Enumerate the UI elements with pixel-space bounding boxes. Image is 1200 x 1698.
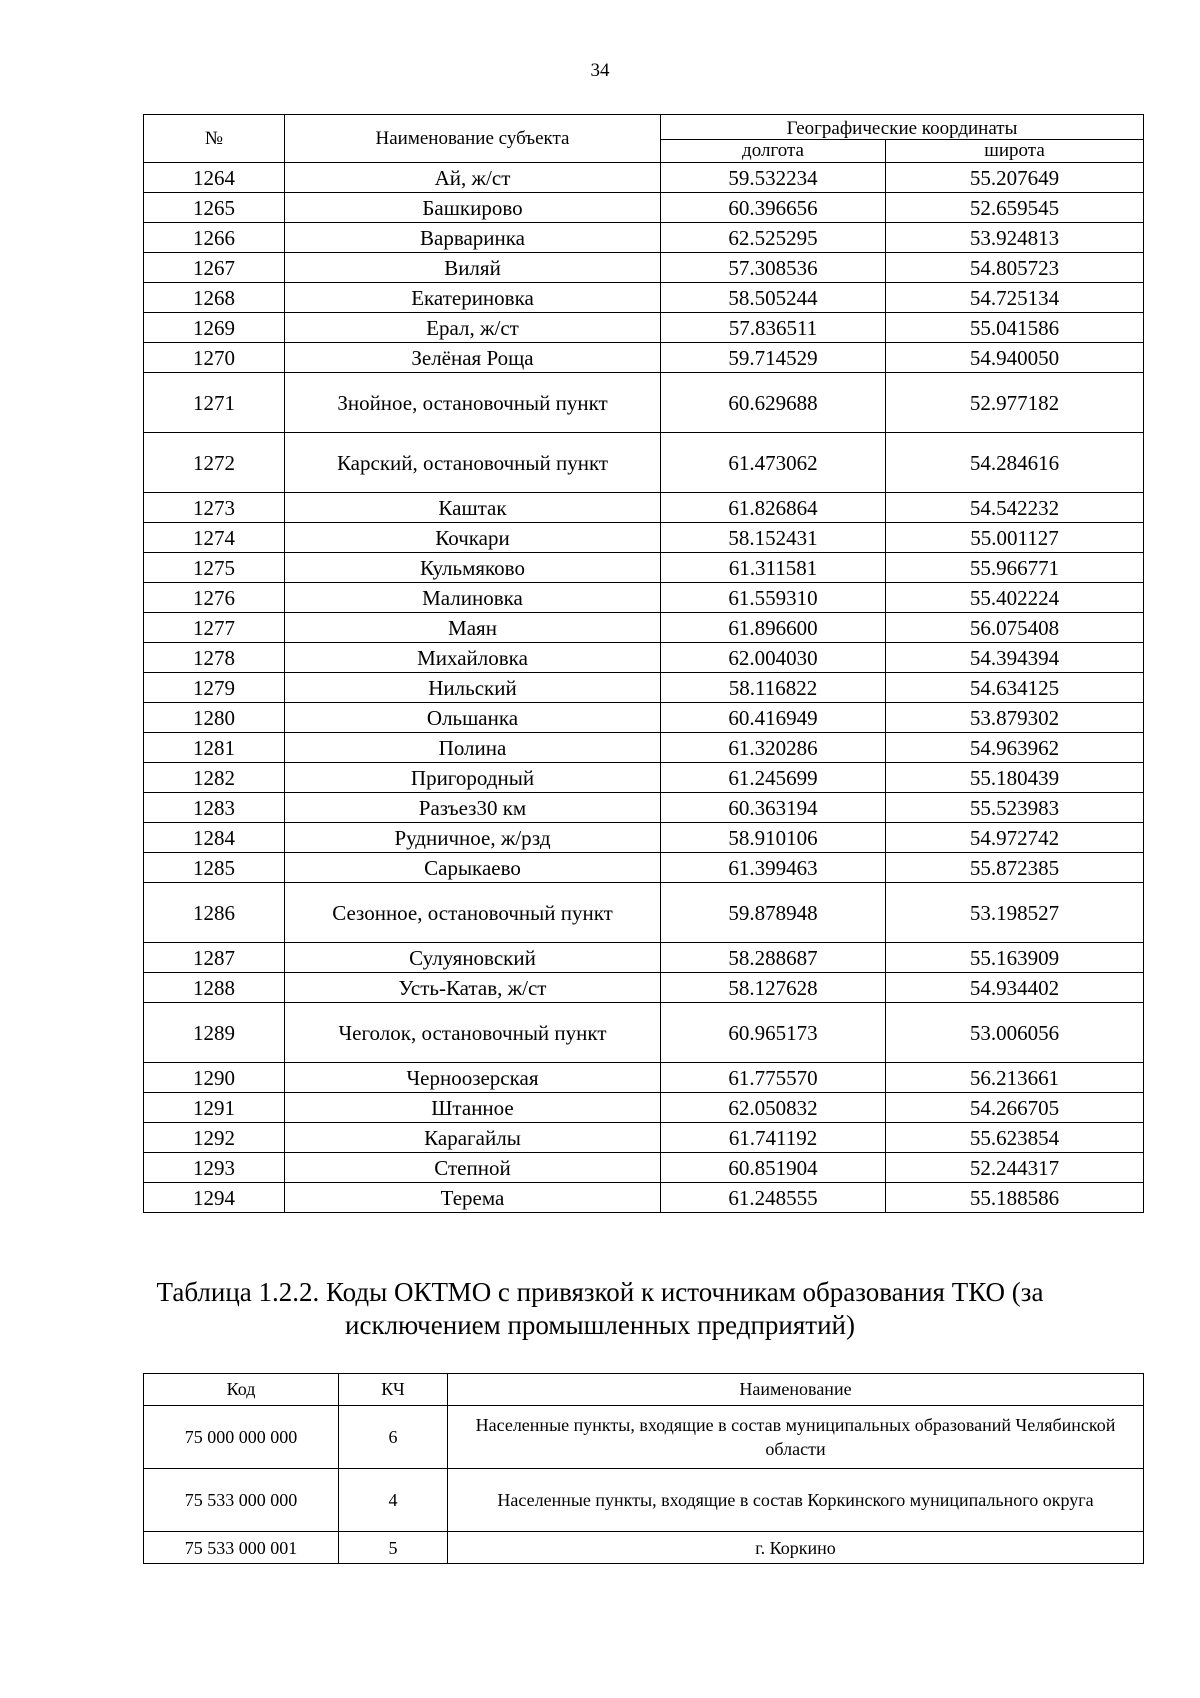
longitude-cell: 61.826864 xyxy=(661,493,886,523)
row-number-cell: 1293 xyxy=(144,1153,285,1183)
latitude-cell: 55.001127 xyxy=(886,523,1144,553)
table-row xyxy=(144,1532,1144,1564)
kch-cell: 6 xyxy=(339,1406,448,1469)
table-row xyxy=(144,343,1144,373)
table-row xyxy=(144,643,1144,673)
table-row xyxy=(144,793,1144,823)
subject-name-cell: Сарыкаево xyxy=(285,853,661,883)
row-number-cell: 1270 xyxy=(144,343,285,373)
table-row xyxy=(144,223,1144,253)
longitude-cell: 62.050832 xyxy=(661,1093,886,1123)
longitude-cell: 61.399463 xyxy=(661,853,886,883)
oktmo-code-cell: 75 000 000 000 xyxy=(144,1406,339,1469)
subject-name-cell: Ерал, ж/ст xyxy=(285,313,661,343)
subject-name-cell: Каштак xyxy=(285,493,661,523)
row-number-cell: 1279 xyxy=(144,673,285,703)
row-number-cell: 1289 xyxy=(144,1003,285,1063)
longitude-cell: 58.288687 xyxy=(661,943,886,973)
header-geo-coordinates: Географические координаты xyxy=(661,115,1144,140)
latitude-cell: 53.198527 xyxy=(886,883,1144,943)
row-number-cell: 1274 xyxy=(144,523,285,553)
subject-name-cell: Терема xyxy=(285,1183,661,1213)
oktmo-name-cell: г. Коркино xyxy=(448,1532,1144,1564)
row-number-cell: 1292 xyxy=(144,1123,285,1153)
latitude-cell: 55.523983 xyxy=(886,793,1144,823)
table-row xyxy=(144,493,1144,523)
row-number-cell: 1290 xyxy=(144,1063,285,1093)
longitude-cell: 59.878948 xyxy=(661,883,886,943)
table-row xyxy=(144,523,1144,553)
longitude-cell: 60.416949 xyxy=(661,703,886,733)
longitude-cell: 58.127628 xyxy=(661,973,886,1003)
row-number-cell: 1288 xyxy=(144,973,285,1003)
subject-name-cell: Черноозерская xyxy=(285,1063,661,1093)
row-number-cell: 1291 xyxy=(144,1093,285,1123)
longitude-cell: 58.505244 xyxy=(661,283,886,313)
subject-name-cell: Ольшанка xyxy=(285,703,661,733)
subject-name-cell: Малиновка xyxy=(285,583,661,613)
longitude-cell: 57.308536 xyxy=(661,253,886,283)
longitude-cell: 61.559310 xyxy=(661,583,886,613)
row-number-cell: 1294 xyxy=(144,1183,285,1213)
subject-name-cell: Кочкари xyxy=(285,523,661,553)
table-row xyxy=(144,373,1144,433)
latitude-cell: 55.188586 xyxy=(886,1183,1144,1213)
table-row xyxy=(144,763,1144,793)
table-row xyxy=(144,1063,1144,1093)
subject-name-cell: Екатериновка xyxy=(285,283,661,313)
row-number-cell: 1269 xyxy=(144,313,285,343)
row-number-cell: 1265 xyxy=(144,193,285,223)
table-row xyxy=(144,1003,1144,1063)
latitude-cell: 54.934402 xyxy=(886,973,1144,1003)
latitude-cell: 52.659545 xyxy=(886,193,1144,223)
coordinates-table xyxy=(143,114,1144,1213)
table-row xyxy=(144,823,1144,853)
subject-name-cell: Михайловка xyxy=(285,643,661,673)
row-number-cell: 1268 xyxy=(144,283,285,313)
latitude-cell: 54.963962 xyxy=(886,733,1144,763)
longitude-cell: 60.363194 xyxy=(661,793,886,823)
table-caption xyxy=(0,1276,1200,1342)
table-row xyxy=(144,433,1144,493)
row-number-cell: 1271 xyxy=(144,373,285,433)
subject-name-cell: Усть-Катав, ж/ст xyxy=(285,973,661,1003)
table-row xyxy=(144,283,1144,313)
latitude-cell: 55.402224 xyxy=(886,583,1144,613)
page-number: 34 xyxy=(590,60,610,81)
longitude-cell: 60.965173 xyxy=(661,1003,886,1063)
table-row xyxy=(144,613,1144,643)
row-number-cell: 1275 xyxy=(144,553,285,583)
table-row xyxy=(144,253,1144,283)
latitude-cell: 55.207649 xyxy=(886,163,1144,193)
latitude-cell: 54.972742 xyxy=(886,823,1144,853)
table-caption-line2: исключением промышленных предприятий) xyxy=(345,1310,855,1340)
oktmo-name-cell: Населенные пункты, входящие в состав муниципальных образований Челябинской области xyxy=(448,1406,1144,1469)
longitude-cell: 61.311581 xyxy=(661,553,886,583)
latitude-cell: 56.213661 xyxy=(886,1063,1144,1093)
header-code: Код xyxy=(144,1374,339,1406)
table-row xyxy=(144,163,1144,193)
latitude-cell: 52.244317 xyxy=(886,1153,1144,1183)
table-row xyxy=(144,673,1144,703)
longitude-cell: 61.896600 xyxy=(661,613,886,643)
row-number-cell: 1278 xyxy=(144,643,285,673)
subject-name-cell: Ай, ж/ст xyxy=(285,163,661,193)
oktmo-code-cell: 75 533 000 001 xyxy=(144,1532,339,1564)
subject-name-cell: Сулуяновский xyxy=(285,943,661,973)
subject-name-cell: Полина xyxy=(285,733,661,763)
subject-name-cell: Знойное, остановочный пункт xyxy=(285,373,661,433)
row-number-cell: 1267 xyxy=(144,253,285,283)
row-number-cell: 1281 xyxy=(144,733,285,763)
kch-cell: 5 xyxy=(339,1532,448,1564)
row-number-cell: 1272 xyxy=(144,433,285,493)
row-number-cell: 1282 xyxy=(144,763,285,793)
subject-name-cell: Сезонное, остановочный пункт xyxy=(285,883,661,943)
table-caption-line1: Таблица 1.2.2. Коды ОКТМО с привязкой к источникам образования ТКО (за xyxy=(156,1277,1044,1307)
table-row xyxy=(144,313,1144,343)
row-number-cell: 1286 xyxy=(144,883,285,943)
row-number-cell: 1280 xyxy=(144,703,285,733)
row-number-cell: 1284 xyxy=(144,823,285,853)
latitude-cell: 53.879302 xyxy=(886,703,1144,733)
longitude-cell: 61.320286 xyxy=(661,733,886,763)
longitude-cell: 58.116822 xyxy=(661,673,886,703)
subject-name-cell: Карагайлы xyxy=(285,1123,661,1153)
table-row xyxy=(144,1093,1144,1123)
oktmo-codes-table xyxy=(143,1373,1144,1564)
latitude-cell: 54.725134 xyxy=(886,283,1144,313)
header-name: Наименование xyxy=(448,1374,1144,1406)
longitude-cell: 61.775570 xyxy=(661,1063,886,1093)
longitude-cell: 61.248555 xyxy=(661,1183,886,1213)
latitude-cell: 54.542232 xyxy=(886,493,1144,523)
latitude-cell: 55.180439 xyxy=(886,763,1144,793)
longitude-cell: 58.910106 xyxy=(661,823,886,853)
longitude-cell: 61.741192 xyxy=(661,1123,886,1153)
latitude-cell: 55.163909 xyxy=(886,943,1144,973)
table-row xyxy=(144,883,1144,943)
oktmo-code-cell: 75 533 000 000 xyxy=(144,1469,339,1532)
table-row xyxy=(144,853,1144,883)
row-number-cell: 1283 xyxy=(144,793,285,823)
row-number-cell: 1276 xyxy=(144,583,285,613)
longitude-cell: 60.396656 xyxy=(661,193,886,223)
longitude-cell: 62.004030 xyxy=(661,643,886,673)
longitude-cell: 59.532234 xyxy=(661,163,886,193)
header-longitude: долгота xyxy=(661,140,886,163)
kch-cell: 4 xyxy=(339,1469,448,1532)
subject-name-cell: Кульмяково xyxy=(285,553,661,583)
longitude-cell: 59.714529 xyxy=(661,343,886,373)
subject-name-cell: Пригородный xyxy=(285,763,661,793)
subject-name-cell: Виляй xyxy=(285,253,661,283)
header-kch: КЧ xyxy=(339,1374,448,1406)
oktmo-name-cell: Населенные пункты, входящие в состав Коркинского муниципального округа xyxy=(448,1469,1144,1532)
subject-name-cell: Варваринка xyxy=(285,223,661,253)
table-row xyxy=(144,193,1144,223)
row-number-cell: 1285 xyxy=(144,853,285,883)
latitude-cell: 53.006056 xyxy=(886,1003,1144,1063)
table-row xyxy=(144,1153,1144,1183)
subject-name-cell: Нильский xyxy=(285,673,661,703)
subject-name-cell: Маян xyxy=(285,613,661,643)
longitude-cell: 58.152431 xyxy=(661,523,886,553)
latitude-cell: 54.634125 xyxy=(886,673,1144,703)
header-number: № xyxy=(144,115,285,163)
table-row xyxy=(144,1123,1144,1153)
longitude-cell: 61.473062 xyxy=(661,433,886,493)
latitude-cell: 54.394394 xyxy=(886,643,1144,673)
row-number-cell: 1264 xyxy=(144,163,285,193)
latitude-cell: 55.872385 xyxy=(886,853,1144,883)
latitude-cell: 54.940050 xyxy=(886,343,1144,373)
table-row xyxy=(144,553,1144,583)
latitude-cell: 54.284616 xyxy=(886,433,1144,493)
longitude-cell: 60.851904 xyxy=(661,1153,886,1183)
latitude-cell: 55.966771 xyxy=(886,553,1144,583)
subject-name-cell: Рудничное, ж/рзд xyxy=(285,823,661,853)
subject-name-cell: Степной xyxy=(285,1153,661,1183)
longitude-cell: 60.629688 xyxy=(661,373,886,433)
table-row xyxy=(144,733,1144,763)
latitude-cell: 55.041586 xyxy=(886,313,1144,343)
latitude-cell: 54.805723 xyxy=(886,253,1144,283)
subject-name-cell: Карский, остановочный пункт xyxy=(285,433,661,493)
latitude-cell: 55.623854 xyxy=(886,1123,1144,1153)
latitude-cell: 53.924813 xyxy=(886,223,1144,253)
subject-name-cell: Разъез30 км xyxy=(285,793,661,823)
row-number-cell: 1273 xyxy=(144,493,285,523)
table-row xyxy=(144,943,1144,973)
subject-name-cell: Зелёная Роща xyxy=(285,343,661,373)
latitude-cell: 54.266705 xyxy=(886,1093,1144,1123)
latitude-cell: 56.075408 xyxy=(886,613,1144,643)
longitude-cell: 57.836511 xyxy=(661,313,886,343)
latitude-cell: 52.977182 xyxy=(886,373,1144,433)
longitude-cell: 62.525295 xyxy=(661,223,886,253)
longitude-cell: 61.245699 xyxy=(661,763,886,793)
table-row xyxy=(144,1406,1144,1469)
table-row xyxy=(144,1469,1144,1532)
table-row xyxy=(144,703,1144,733)
subject-name-cell: Башкирово xyxy=(285,193,661,223)
table-row xyxy=(144,583,1144,613)
subject-name-cell: Чеголок, остановочный пункт xyxy=(285,1003,661,1063)
row-number-cell: 1277 xyxy=(144,613,285,643)
table-row xyxy=(144,973,1144,1003)
subject-name-cell: Штанное xyxy=(285,1093,661,1123)
row-number-cell: 1266 xyxy=(144,223,285,253)
row-number-cell: 1287 xyxy=(144,943,285,973)
header-latitude: широта xyxy=(886,140,1144,163)
header-subject-name: Наименование субъекта xyxy=(285,115,661,163)
table-row xyxy=(144,1183,1144,1213)
